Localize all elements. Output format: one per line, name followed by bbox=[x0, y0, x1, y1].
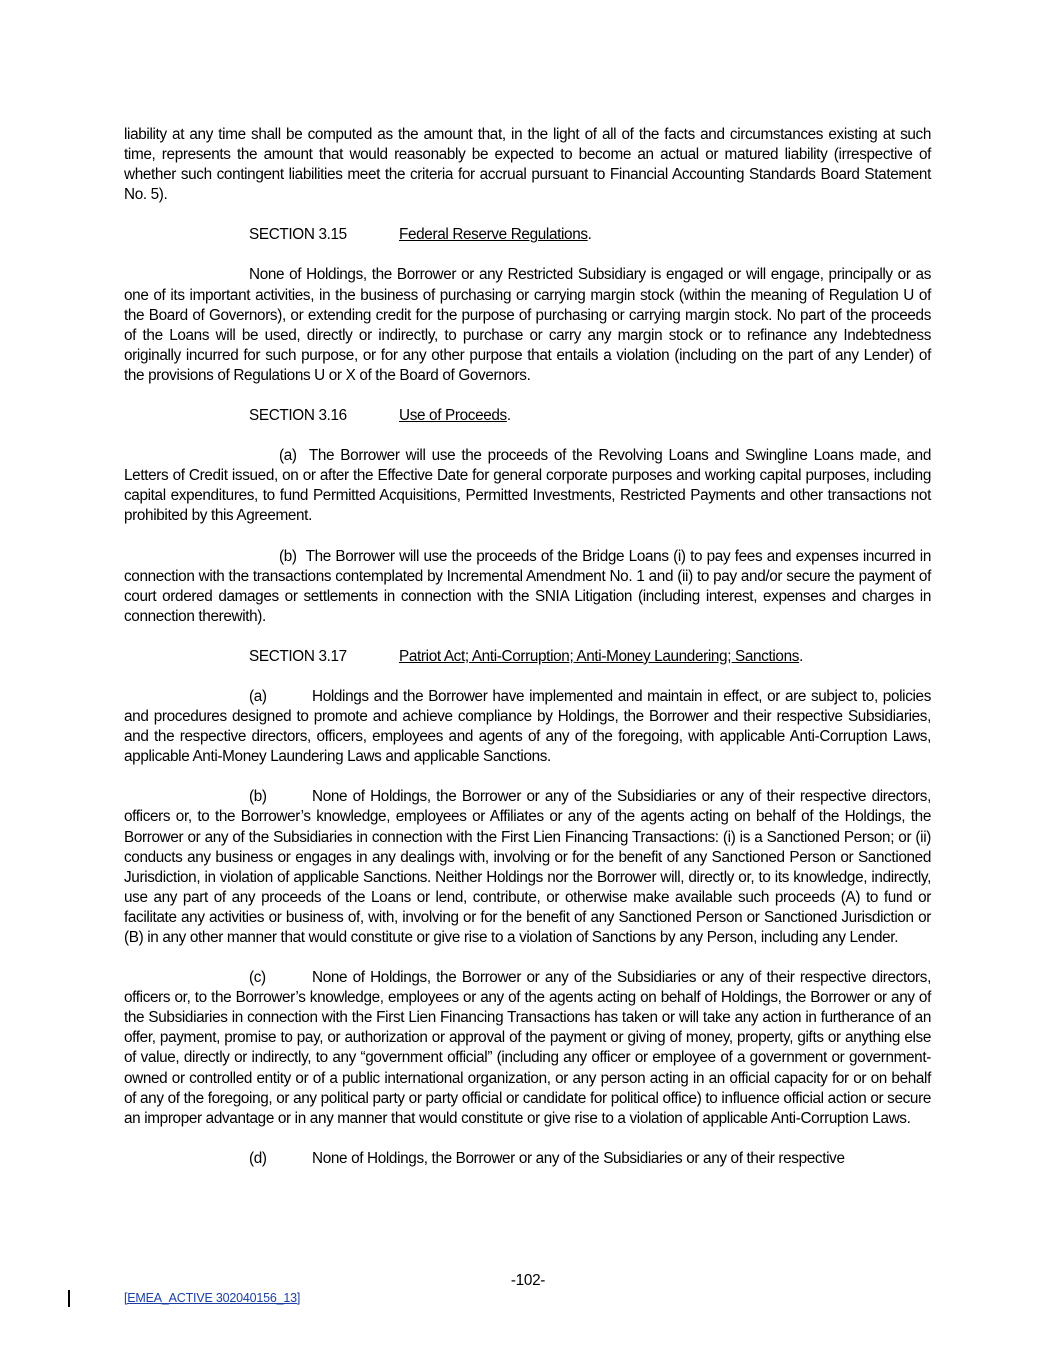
section-3-17-b bbox=[124, 787, 931, 948]
clause-text: The Borrower will use the proceeds of the Revolving Loans and Swingline Loans made, and Letters of Credit issued, on or after the Effective Date for general corporate purposes and working capital purposes, including capital expenditures, to fund Permitted Acquisitions, Permitted Investments, Restricted Payments and other transactions not prohibited by this Agreement. bbox=[124, 447, 931, 525]
clause-label: (b) bbox=[249, 788, 267, 806]
clause-text: None of Holdings, the Borrower or any of the Subsidiaries or any of their respective bbox=[312, 1149, 845, 1167]
section-3-16-heading: SECTION 3.16 Use of Proceeds. bbox=[249, 406, 931, 426]
section-number: SECTION 3.15 bbox=[249, 226, 347, 244]
section-3-17-d bbox=[124, 1149, 931, 1169]
page-number: -102- bbox=[510, 1272, 546, 1289]
clause-label: (b) bbox=[279, 547, 297, 565]
section-3-16-b bbox=[124, 547, 931, 627]
section-3-17-c bbox=[124, 968, 931, 1129]
section-3-16-a bbox=[124, 446, 931, 526]
clause-label: (a) bbox=[249, 687, 267, 705]
clause-text: The Borrower will use the proceeds of the Bridge Loans (i) to pay fees and expenses incurred in connection with the transactions contemplated by Incremental Amendment No. 1 and (ii) to pay and/or secure the payment of court ordered damages or settlements in connection with the SNIA Litigation (including interest, expenses and charges in connection therewith). bbox=[124, 547, 931, 625]
clause-label: (c) bbox=[249, 969, 266, 987]
section-3-15-body: None of Holdings, the Borrower or any Restricted Subsidiary is engaged or will engage, principally or as one of its important activities, in the business of purchasing or carrying margin stock (within the meaning of Regulation U of the Board of Governors), or extending credit for the purpose of purchasing or carrying margin stock. No part of the proceeds of the Loans will be used, directly or indirectly, to purchase or carry any margin stock or to refinance any Indebtedness originally incurred for such purpose, or for any other purpose that entails a violation (including on the part of any Lender) of the provisions of Regulations U or X of the Board of Governors. bbox=[124, 266, 931, 384]
document-page bbox=[124, 125, 931, 1169]
section-title: Use of Proceeds bbox=[399, 407, 507, 425]
section-number: SECTION 3.16 bbox=[249, 407, 347, 425]
clause-text: None of Holdings, the Borrower or any of the Subsidiaries or any of their respective directors, officers or, to the Borrower’s knowledge, employees or any of the agents acting on behalf of Holdings, the Borrower or any of the Subsidiaries in connection with the First Lien Financing Transactions has taken or will take any action in furtherance of an offer, payment, promise to pay, or authorization or approval of the payment or giving of money, property, gifts or anything else of value, directly or indirectly, to any “government official” (including any officer or employee of a government or government-owned or controlled entity or of a public international organization, or any person acting in an official capacity for or on behalf of any of the foregoing, or any political party or party official or candidate for political office) to influence official action or secure an improper advantage or in any manner that would constitute or give rise to a violation of applicable Anti-Corruption Laws. bbox=[124, 969, 931, 1127]
section-number: SECTION 3.17 bbox=[249, 647, 347, 665]
clause-label: (d) bbox=[249, 1149, 267, 1167]
footer-document-reference[interactable]: [EMEA_ACTIVE 302040156_13] bbox=[124, 1291, 301, 1305]
section-title: Patriot Act; Anti-Corruption; Anti-Money Laundering; Sanctions bbox=[399, 647, 800, 665]
clause-label: (a) bbox=[279, 447, 297, 465]
section-3-15-heading: SECTION 3.15 Federal Reserve Regulations. bbox=[249, 225, 931, 245]
clause-text: None of Holdings, the Borrower or any of the Subsidiaries or any of their respective directors, officers or, to the Borrower’s knowledge, employees or Affiliates or any of the agents acting on behalf of the Holdings, the Borrower or any of the Subsidiaries in connection with the First Lien Financing Transactions: (i) is a Sanctioned Person; or (ii) conducts any business or engages in any dealings with, involving or for the benefit of any Sanctioned Person or Sanctioned Jurisdiction, in violation of applicable Sanctions. Neither Holdings nor the Borrower will, directly or, to its knowledge, indirectly, use any part of any proceeds of the Loans or lend, contribute, or otherwise make available such proceeds (A) to fund or facilitate any activities or business of, with, involving or for the benefit of any Sanctioned Person or Sanctioned Jurisdiction or (B) in any other manner that would constitute or give rise to a violation of Sanctions by any Person, including any Lender. bbox=[124, 788, 931, 946]
section-3-17-a bbox=[124, 687, 931, 767]
section-3-17-heading: SECTION 3.17 Patriot Act; Anti-Corruption; Anti-Money Laundering; Sanctions. bbox=[249, 647, 931, 667]
section-title: Federal Reserve Regulations bbox=[399, 226, 588, 244]
revision-bar bbox=[68, 1290, 70, 1307]
clause-text: Holdings and the Borrower have implemented and maintain in effect, or are subject to, policies and procedures designed to promote and achieve compliance by Holdings, the Borrower and their respective Subsidiaries, and the respective directors, officers, employees and agents of any of the foregoing, with applicable Anti-Corruption Laws, applicable Anti-Money Laundering Laws and applicable Sanctions. bbox=[124, 687, 931, 766]
intro-paragraph: liability at any time shall be computed as the amount that, in the light of all of the facts and circumstances existing at such time, represents the amount that would reasonably be expected to become an actual or matured liability (irrespective of whether such contingent liabilities meet the criteria for accrual pursuant to Financial Accounting Standards Board Statement No. 5). bbox=[124, 126, 931, 204]
